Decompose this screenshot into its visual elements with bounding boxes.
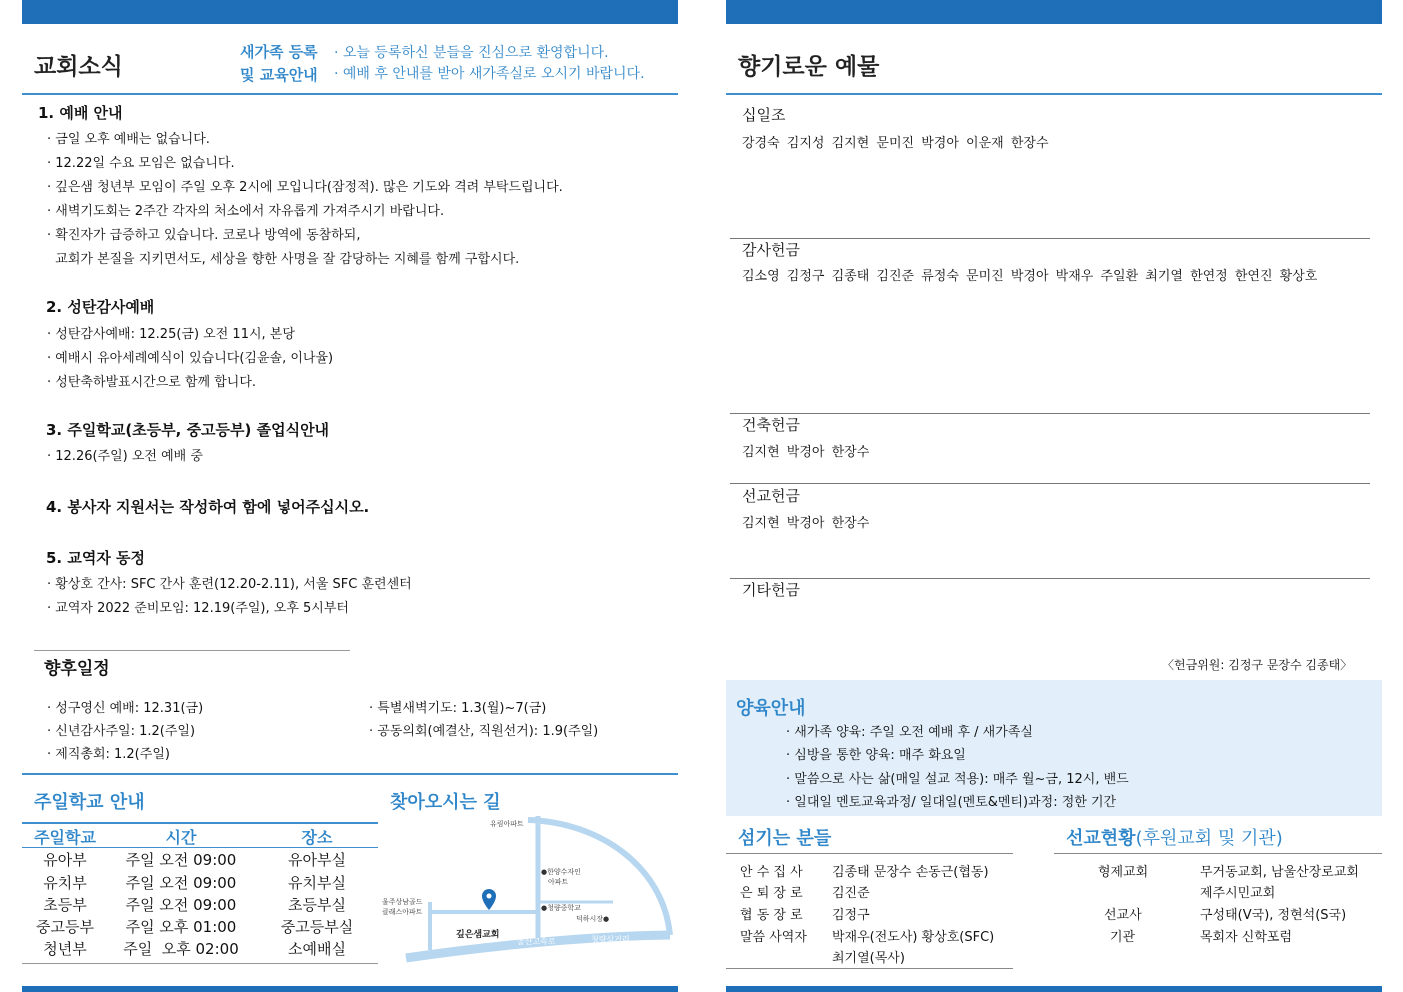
schedule-item: · 신년감사주일: 1.2(주일): [47, 724, 196, 739]
mission-heading: [1066, 824, 1283, 850]
offering-divider: [730, 238, 1370, 239]
newcomer-heading-2: 및 교육안내: [240, 66, 318, 84]
server-names: 박재우(전도사) 황상호(SFC): [832, 930, 995, 945]
nurture-line: · 새가족 양육: 주일 오전 예배 후 / 새가족실: [786, 725, 1033, 740]
table-cell: 소예배실: [288, 940, 346, 958]
offering-divider: [730, 578, 1370, 579]
section-line: · 깊은샘 청년부 모임이 주일 오후 2시에 모입니다(잠정적). 많은 기도와 격려 부탁드립니다.: [47, 180, 563, 195]
server-role: 안 수 집 사: [740, 865, 803, 880]
schedule-item: · 특별새벽기도: 1.3(월)~7(금): [369, 701, 547, 716]
table-cell: 유치부: [43, 874, 87, 892]
map-road-label: 청량삼거리: [591, 935, 630, 944]
servers-divider-bottom: [726, 968, 1013, 969]
table-cell: 초등부실: [288, 896, 346, 914]
section-line: · 교역자 2022 준비모임: 12.19(주일), 오후 5시부터: [47, 601, 349, 616]
nurture-line: · 심방을 통한 양육: 매주 화요일: [786, 748, 966, 763]
newcomer-heading-1: 새가족 등록: [240, 43, 318, 61]
table-cell: 초등부: [43, 896, 87, 914]
sunday-school-header-row: [22, 825, 378, 847]
offering-names: 김지현 박경아 한장수: [742, 516, 870, 531]
offering-divider: [730, 413, 1370, 414]
table-cell: 유아부: [43, 851, 87, 869]
page-title-church-news: 교회소식: [34, 54, 123, 80]
mission-value: 무거동교회, 남울산장로교회: [1200, 865, 1359, 880]
server-names: 김종태 문장수 손동근(협동): [832, 865, 989, 880]
mission-value: 구성태(V국), 정현석(S국): [1200, 908, 1347, 923]
servers-heading: 섬기는 분들: [738, 828, 832, 849]
section-line: · 금일 오후 예배는 없습니다.: [47, 132, 210, 147]
column-header: 장소: [301, 828, 333, 847]
section-line: · 12.26(주일) 오전 예배 중: [47, 449, 203, 464]
top-bar-right: [726, 0, 1382, 24]
map-church-label: 깊은샘교회: [456, 930, 500, 940]
schedule-heading: 향후일정: [44, 659, 110, 679]
section-line: · 예배시 유아세례예식이 있습니다(김윤솔, 이나율): [47, 351, 334, 366]
servers-divider-top: [726, 853, 1013, 854]
table-cell: 주일 오후 01:00: [125, 918, 237, 936]
offering-names: 김지현 박경아 한장수: [742, 445, 870, 460]
section-line: · 성탄축하발표시간으로 함께 합니다.: [47, 375, 257, 390]
offering-title: 건축헌금: [742, 416, 800, 434]
sunday-school-table-bottom: [22, 963, 378, 964]
map-label: 덕하시장●: [576, 915, 610, 923]
mission-value: 목회자 신학포럼: [1200, 930, 1293, 945]
table-cell: 주일 오전 09:00: [125, 874, 237, 892]
server-role: 은 퇴 장 로: [740, 886, 803, 901]
section-line: · 확진자가 급증하고 있습니다. 코로나 방역에 동참하되,: [47, 228, 361, 243]
server-role: 협 동 장 로: [740, 908, 803, 923]
table-cell: 유치부실: [288, 874, 346, 892]
offering-names: 김소영 김정구 김종태 김진준 류정숙 문미진 박경아 박재우 주일환 최기열 한연정 한연진 황상호: [742, 269, 1318, 284]
schedule-item: · 제직총회: 1.2(주일): [47, 747, 170, 762]
mission-divider: [1054, 853, 1382, 854]
map-label: ●한양수자인: [541, 868, 581, 876]
server-names: 김정구: [832, 908, 870, 923]
offering-committee: 〈헌금위원: 김정구 문장수 김종태〉: [1162, 658, 1353, 672]
table-cell: 중고등부: [36, 918, 94, 936]
table-cell: 주일 오전 09:00: [125, 896, 237, 914]
column-header: 시간: [165, 828, 197, 847]
map-road-label: 울산고속로: [517, 937, 556, 946]
bottom-bar-left: [22, 986, 678, 992]
section-line: 교회가 본질을 지키면서도, 세상을 향한 사명을 잘 감당하는 지혜를 함께 구합시다.: [47, 252, 520, 267]
section-line: · 황상호 간사: SFC 간사 훈련(12.20-2.11), 서울 SFC 훈련센터: [47, 577, 412, 592]
divider-header-right: [726, 93, 1382, 95]
map-label: 유림아파트: [490, 820, 524, 828]
table-cell: 청년부: [43, 940, 87, 958]
section-heading: 4. 봉사자 지원서는 작성하여 함에 넣어주십시오.: [46, 498, 370, 516]
offering-names: 강경숙 김지성 김지현 문미진 박경아 이운재 한장수: [742, 136, 1049, 151]
section-heading: 3. 주일학교(초등부, 중고등부) 졸업식안내: [46, 421, 330, 439]
nurture-line: · 일대일 멘토교육과정/ 일대일(멘토&멘티)과정: 정한 기간: [786, 795, 1117, 810]
offering-title: 기타헌금: [742, 581, 800, 599]
map-label: 클래스아파트: [382, 908, 423, 916]
church-location-pin: [482, 889, 496, 910]
section-heading: 5. 교역자 동정: [46, 549, 146, 567]
section-line: · 12.22일 수요 모임은 없습니다.: [47, 156, 235, 171]
divider-schedule: [34, 650, 350, 651]
sunday-school-table-top: [22, 822, 378, 824]
offering-title: 선교헌금: [742, 487, 800, 505]
mission-label: 기관: [1110, 930, 1136, 945]
map-label: 울주상남골드: [382, 898, 423, 906]
table-cell: 유아부실: [288, 851, 346, 869]
section-heading: 2. 성탄감사예배: [46, 298, 155, 316]
divider-header-left: [22, 93, 678, 95]
offering-title: 감사헌금: [742, 241, 800, 259]
newcomer-line-1: · 오늘 등록하신 분들을 진심으로 환영합니다.: [334, 45, 609, 61]
section-line: · 성탄감사예배: 12.25(금) 오전 11시, 본당: [47, 327, 295, 342]
offering-title: 십일조: [742, 106, 786, 124]
mission-heading-sub: (후원교회 및 기관): [1135, 828, 1283, 849]
server-names: 김진준: [832, 886, 870, 901]
server-role: 말씀 사역자: [740, 930, 807, 945]
section-line: · 새벽기도회는 2주간 각자의 처소에서 자유롭게 가져주시기 바랍니다.: [47, 204, 445, 219]
table-cell: 주일 오후 02:00: [123, 940, 239, 958]
offering-divider: [730, 483, 1370, 484]
map-label: ●청량중학교: [541, 904, 581, 912]
map-label: 아파트: [548, 878, 569, 886]
schedule-item: · 공동의회(예결산, 직원선거): 1.9(주일): [369, 724, 599, 739]
table-cell: 주일 오전 09:00: [125, 851, 237, 869]
mission-value: 제주시민교회: [1200, 886, 1276, 901]
table-cell: 중고등부실: [280, 918, 354, 936]
server-names: 최기열(목사): [832, 951, 905, 966]
top-bar-left: [22, 0, 678, 24]
section-heading: 1. 예배 안내: [38, 104, 123, 122]
mission-heading-main: 선교현황: [1066, 828, 1136, 849]
directions-heading: 찾아오시는 길: [390, 792, 501, 813]
sunday-school-heading: 주일학교 안내: [34, 792, 145, 813]
sunday-school-header-line: [22, 847, 378, 848]
mission-label: 선교사: [1104, 908, 1142, 923]
page-title-offerings: 향기로운 예물: [738, 54, 880, 80]
divider-bottom-left: [22, 773, 678, 775]
bottom-bar-right: [726, 986, 1382, 992]
column-header: 주일학교: [34, 828, 96, 847]
nurture-line: · 말씀으로 사는 삶(매일 설교 적용): 매주 월~금, 12시, 밴드: [786, 772, 1129, 787]
mission-label: 형제교회: [1098, 865, 1149, 880]
nurture-heading: 양육안내: [736, 698, 806, 719]
schedule-item: · 성구영신 예배: 12.31(금): [47, 701, 204, 716]
newcomer-line-2: · 예배 후 안내를 받아 새가족실로 오시기 바랍니다.: [334, 66, 645, 82]
